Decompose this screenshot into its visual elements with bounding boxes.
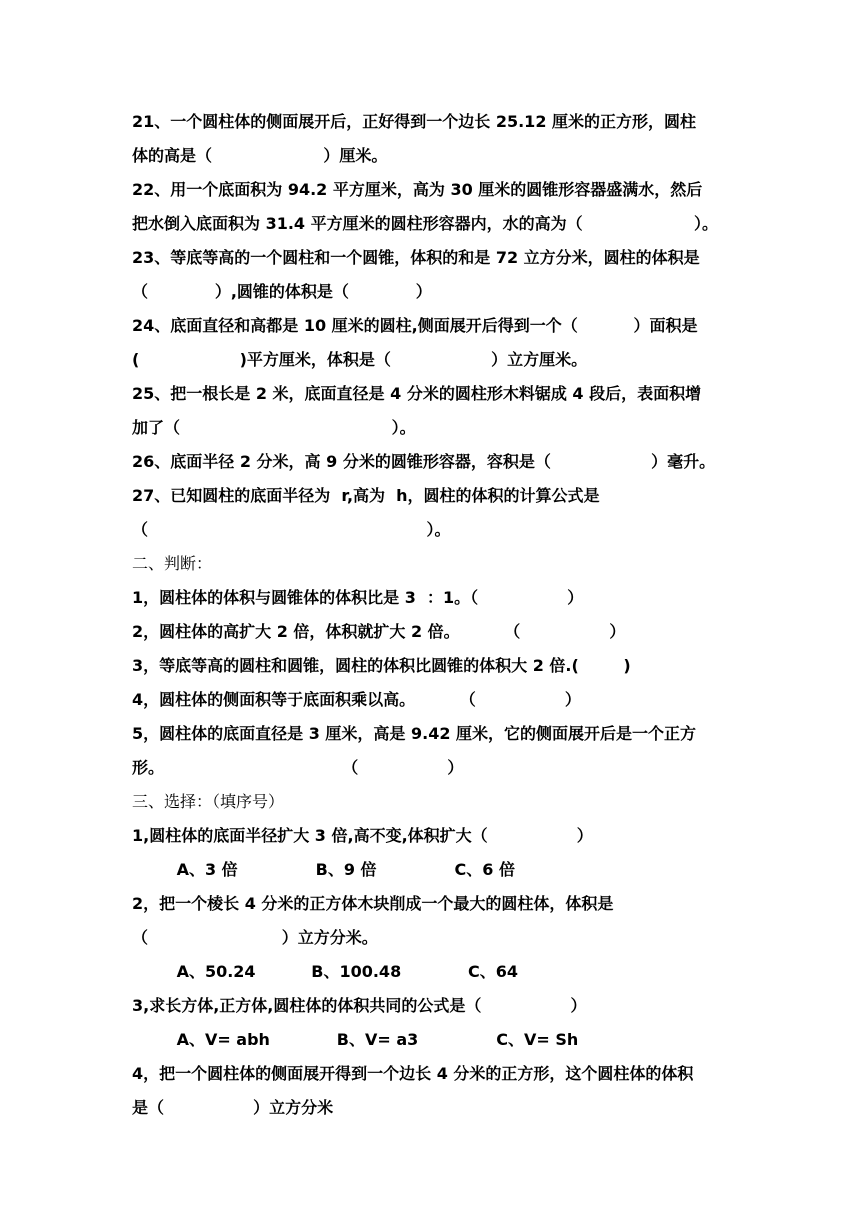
question-24-line-1: 24、底面直径和高都是 10 厘米的圆柱,侧面展开后得到一个（ ）面积是 [132, 316, 698, 335]
judgment-2: 2，圆柱体的高扩大 2 倍，体积就扩大 2 倍。 （ ） [132, 622, 626, 641]
question-25-line-2: 加了（ ）。 [132, 418, 416, 437]
question-24-line-2: ( )平方厘米，体积是（ ）立方厘米。 [132, 350, 588, 369]
choice-2-options: A、50.24 B、100.48 C、64 [132, 962, 519, 981]
judgment-5-line-1: 5，圆柱体的底面直径是 3 厘米，高是 9.42 厘米，它的侧面展开后是一个正方 [132, 724, 697, 743]
question-27-line-2: （ ）。 [132, 520, 451, 539]
choice-1-question: 1,圆柱体的底面半径扩大 3 倍,高不变,体积扩大（ ） [132, 826, 593, 845]
question-22-line-2: 把水倒入底面积为 31.4 平方厘米的圆柱形容器内，水的高为（ ）。 [132, 214, 719, 233]
question-23-line-2: （ ）,圆锥的体积是（ ） [132, 282, 432, 301]
choice-3-options: A、V= abh B、V= a3 C、V= Sh [132, 1030, 579, 1049]
choice-3-question: 3,求长方体,正方体,圆柱体的体积共同的公式是（ ） [132, 996, 587, 1015]
question-27-line-1: 27、已知圆柱的底面半径为 r,高为 h，圆柱的体积的计算公式是 [132, 486, 600, 505]
choice-2-question-line-2: （ ）立方分米。 [132, 928, 378, 947]
question-25-line-1: 25、把一根长是 2 米，底面直径是 4 分米的圆柱形木料锯成 4 段后，表面积增 [132, 384, 702, 403]
judgment-4: 4，圆柱体的侧面积等于底面积乘以高。 （ ） [132, 690, 581, 709]
question-21-line-1: 21、一个圆柱体的侧面展开后，正好得到一个边长 25.12 厘米的正方形，圆柱 [132, 112, 697, 131]
question-21-line-2: 体的高是（ ）厘米。 [132, 146, 388, 165]
question-26-line: 26、底面半径 2 分米，高 9 分米的圆锥形容器，容积是（ ）毫升。 [132, 452, 716, 471]
choice-4-question-line-2: 是（ ）立方分米 [132, 1098, 334, 1117]
choice-2-question-line-1: 2，把一个棱长 4 分米的正方体木块削成一个最大的圆柱体，体积是 [132, 894, 614, 913]
question-22-line-1: 22、用一个底面积为 94.2 平方厘米，高为 30 厘米的圆锥形容器盛满水，然后 [132, 180, 703, 199]
choice-1-options: A、3 倍 B、9 倍 C、6 倍 [132, 860, 515, 879]
choice-4-question-line-1: 4，把一个圆柱体的侧面展开得到一个边长 4 分米的正方形，这个圆柱体的体积 [132, 1064, 694, 1083]
judgment-3: 3，等底等高的圆柱和圆锥，圆柱的体积比圆锥的体积大 2 倍.( ) [132, 656, 631, 675]
question-23-line-1: 23、等底等高的一个圆柱和一个圆锥，体积的和是 72 立方分米，圆柱的体积是 [132, 248, 700, 267]
section-heading-judgment: 二、判断： [132, 554, 213, 573]
section-heading-choice: 三、选择：（填序号） [132, 792, 285, 811]
judgment-5-line-2: 形。 （ ） [132, 758, 464, 777]
judgment-1: 1，圆柱体的体积与圆锥体的体积比是 3 ：1。（ ） [132, 588, 584, 607]
